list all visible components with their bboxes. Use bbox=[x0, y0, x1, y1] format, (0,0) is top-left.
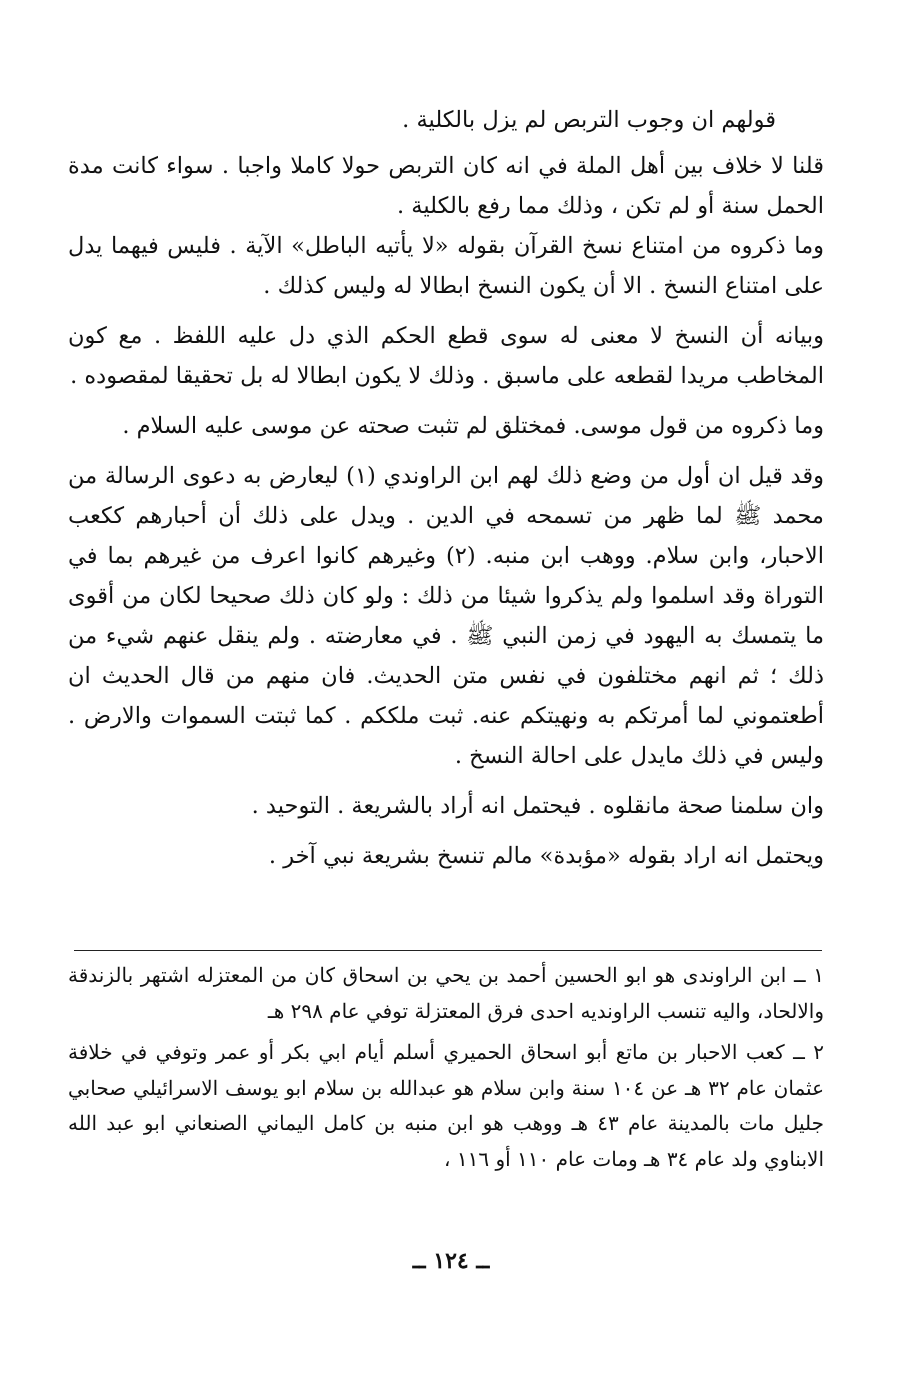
paragraph-3: وما ذكروه من امتناع نسخ القرآن بقوله «لا يأتيه الباطل» الآية . فليس فيهما يدل على امتناع النسخ . الا أن يكون النسخ ابطالا له وليس كذلك . bbox=[68, 233, 824, 299]
footnote-divider bbox=[74, 950, 822, 951]
paragraph-6: وقد قيل ان أول من وضع ذلك لهم ابن الراوندي (١) ليعارض به دعوى الرسالة من محمد ﷺ لما ظهر من تسمحه في الدين . ويدل على ذلك أن أحبارهم ككعب الاحبار، وابن سلام. ووهب ابن منبه. (٢) وغيرهم كانوا اعرف من غيرهم بما في التوراة وقد اسلموا ولم يذكروا شيئا من ذلك : ولو كان ذلك صحيحا لكان من أقوى ما يتمسك به اليهود في زمن النبي ﷺ . في معارضته . ولم ينقل عنهم شيء من ذلك ؛ ثم انهم مختلفون في نفس متن الحديث. فان منهم من قال الحديث ان أطعتموني لما أمرتكم به ونهيتكم عنه. ثبت ملككم . كما ثبتت السموات والارض . وليس في ذلك مايدل على احالة النسخ . bbox=[68, 463, 825, 769]
footnote-2: ٢ ــ كعب الاحبار بن ماتع أبو اسحاق الحميري أسلم أيام ابي بكر أو عمر وتوفي في خلافة عثمان عام ٣٢ هـ عن ١٠٤ سنة وابن سلام هو عبدالله بن سلام ابو يوسف الاسرائيلي صحابي جليل مات بالمدينة عام ٤٣ هـ ووهب هو ابن منبه بن كامل اليماني الصنعاني ابو عبد الله الابناوي ولد عام ٣٤ هـ ومات عام ١١٠ أو ١١٦ ، bbox=[68, 1040, 825, 1171]
main-text bbox=[68, 100, 824, 876]
footnote-1: ١ ــ ابن الراوندى هو ابو الحسين أحمد بن يحي بن اسحاق كان من المعتزله اشتهر بالزندقة والالحاد، واليه تنسب الراونديه احدى فرق المعتزلة توفي عام ٢٩٨ هـ bbox=[68, 963, 824, 1023]
paragraph-2: قلنا لا خلاف بين أهل الملة في انه كان التربص حولا كاملا واجبا . سواء كانت مدة الحمل سنة أو لم تكن ، وذلك مما رفع بالكلية . bbox=[68, 153, 824, 219]
footnotes bbox=[68, 958, 824, 1177]
paragraph-8: ويحتمل انه اراد بقوله «مؤبدة» مالم تنسخ بشريعة نبي آخر . bbox=[268, 843, 824, 869]
paragraph-5: وما ذكروه من قول موسى. فمختلق لم تثبت صحته عن موسى عليه السلام . bbox=[122, 413, 824, 439]
paragraph-1: قولهم ان وجوب التربص لم يزل بالكلية . bbox=[402, 107, 776, 133]
paragraph-7: وان سلمنا صحة مانقلوه . فيحتمل انه أراد بالشريعة . التوحيد . bbox=[251, 793, 824, 819]
page-number: ــ ١٢٤ ــ bbox=[412, 1248, 490, 1274]
paragraph-4: وبيانه أن النسخ لا معنى له سوى قطع الحكم الذي دل عليه اللفظ . مع كون المخاطب مريدا لقطعه على ماسبق . وذلك لا يكون ابطالا له بل تحقيقا لمقصوده . bbox=[68, 323, 824, 389]
